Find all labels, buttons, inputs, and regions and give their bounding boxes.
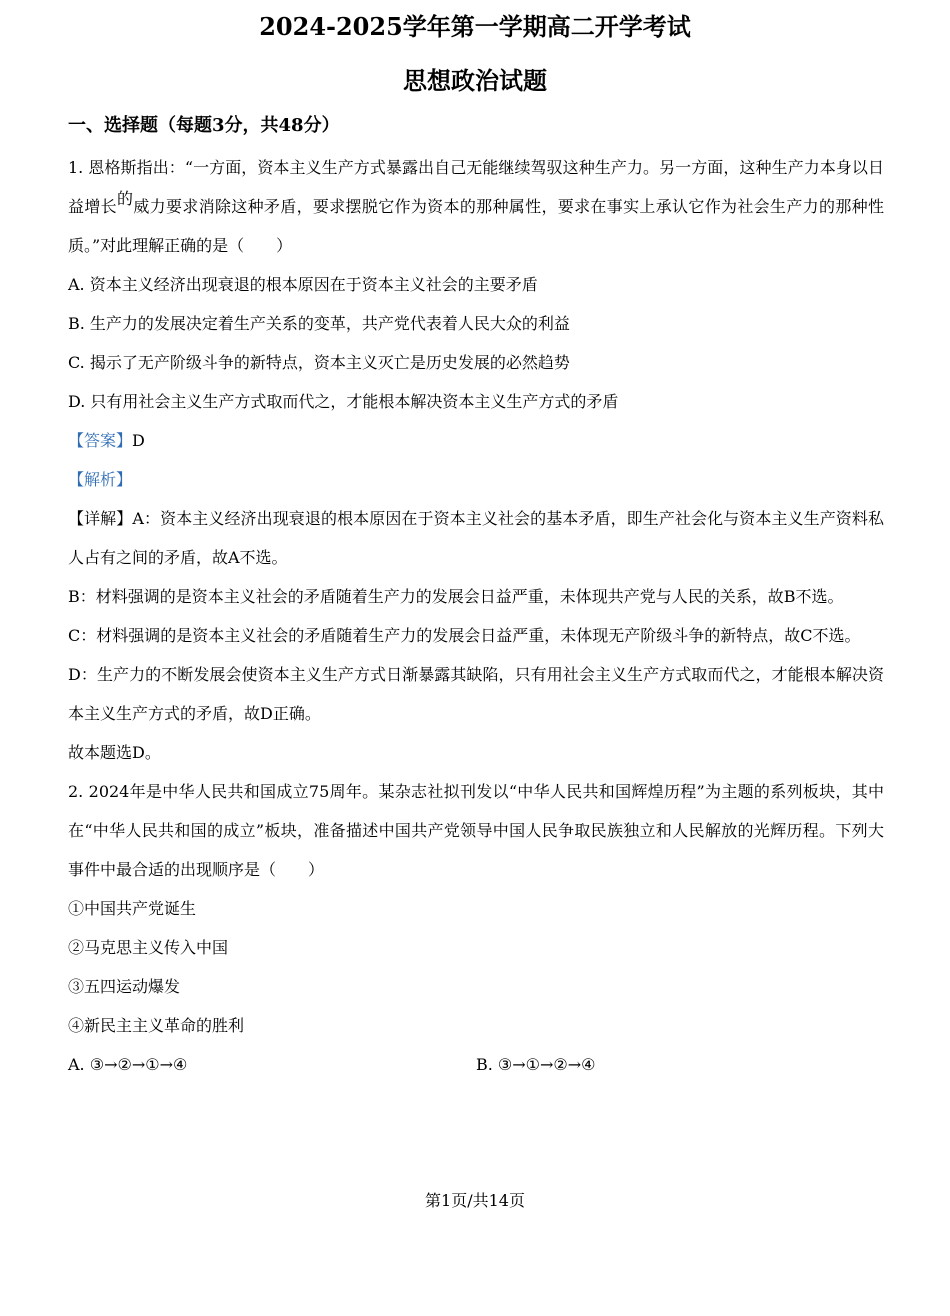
question-1-analysis [68, 460, 884, 499]
question-1-option-d: D. 只有用社会主义生产方式取而代之，才能根本解决资本主义生产方式的矛盾 [68, 392, 619, 411]
question-1-answer [68, 421, 884, 460]
section-heading: 一、选择题（每题3分，共48分） [68, 115, 340, 136]
question-1-conclusion: 故本题选D。 [68, 743, 161, 762]
question-1-detail-d: D：生产力的不断发展会使资本主义生产方式日渐暴露其缺陷，只有用社会主义生产方式取而代之，才能根本解决资本主义生产方式的矛盾，故D正确。 [68, 665, 884, 723]
question-1-stem-sup: 的 [116, 189, 134, 208]
question-1-stem [68, 148, 884, 265]
detail-tag: 【详解】 [68, 509, 133, 528]
question-2-item-3: ③五四运动爆发 [68, 977, 181, 996]
detail-a-text: A：资本主义经济出现衰退的根本原因在于资本主义社会的基本矛盾，即生产社会化与资本主义生产资料私人占有之间的矛盾，故A不选。 [68, 509, 884, 567]
answer-tag: 【答案】 [68, 431, 133, 450]
question-2-options-row [68, 1045, 884, 1084]
answer-value: D [132, 431, 145, 450]
exam-title: 2024-2025学年第一学期高二开学考试 [259, 12, 691, 41]
page-footer: 第1页/共14页 [425, 1191, 525, 1210]
question-1-stem-part2: 威力要求消除这种矛盾，要求摆脱它作为资本的那种属性，要求在事实上承认它作为社会生产力的那种性质。”对此理解正确的是（ ） [68, 197, 884, 255]
question-2-option-b: B. ③→①→②→④ [476, 1055, 596, 1074]
exam-subtitle: 思想政治试题 [403, 66, 547, 95]
question-1-detail-c: C：材料强调的是资本主义社会的矛盾随着生产力的发展会日益严重，未体现无产阶级斗争的新特点，故C不选。 [68, 626, 861, 645]
question-2-item-2: ②马克思主义传入中国 [68, 938, 229, 957]
question-2-item-1: ①中国共产党诞生 [68, 899, 197, 918]
question-2-option-a: A. ③→②→①→④ [68, 1055, 188, 1074]
question-1-option-b: B. 生产力的发展决定着生产关系的变革，共产党代表着人民大众的利益 [68, 314, 570, 333]
question-1-option-a: A. 资本主义经济出现衰退的根本原因在于资本主义社会的主要矛盾 [68, 275, 538, 294]
question-content [68, 148, 884, 1084]
analysis-tag: 【解析】 [68, 470, 133, 489]
question-1-detail-a [68, 499, 884, 577]
question-2-stem: 2. 2024年是中华人民共和国成立75周年。某杂志社拟刊发以“中华人民共和国辉煌历程”为主题的系列板块，其中在“中华人民共和国的成立”板块，准备描述中国共产党领导中国人民争取民族独立和人民解放的光辉历程。下列大事件中最合适的出现顺序是（ ） [68, 782, 884, 879]
question-1-option-c: C. 揭示了无产阶级斗争的新特点，资本主义灭亡是历史发展的必然趋势 [68, 353, 570, 372]
question-2-item-4: ④新民主主义革命的胜利 [68, 1016, 245, 1035]
question-1-detail-b: B：材料强调的是资本主义社会的矛盾随着生产力的发展会日益严重，未体现共产党与人民的关系，故B不选。 [68, 587, 844, 606]
question-1-stem-part1: 1. 恩格斯指出：“一方面，资本主义生产方式暴露出自己无能继续驾驭这种生产力。另一方面，这种生产力本身以日益增长 [68, 158, 884, 216]
